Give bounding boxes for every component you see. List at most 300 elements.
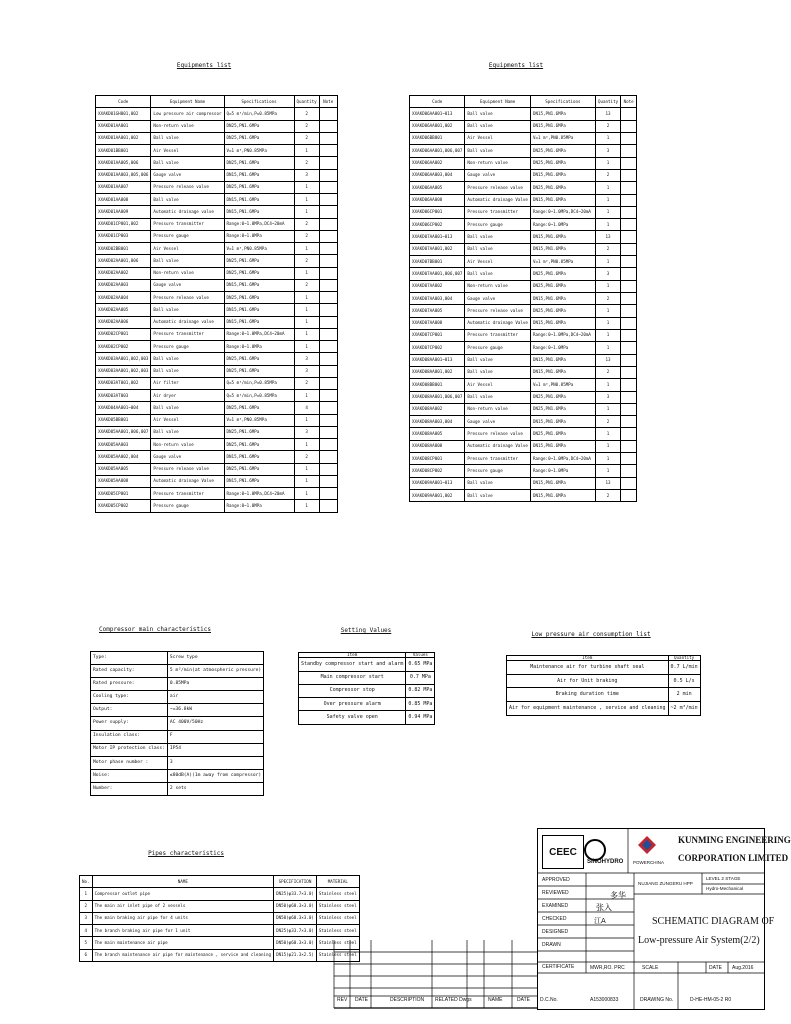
table-cell: DN25,PN1.6MPa — [224, 353, 294, 365]
date-label: DATE — [709, 965, 722, 971]
table-row — [91, 730, 264, 743]
table-cell: XXAKD06CP002 — [410, 219, 465, 231]
table-cell: Non-return valve — [151, 267, 224, 279]
equip1-header-cell: Note — [319, 96, 337, 108]
table-cell: Air dryer — [151, 390, 224, 402]
table-cell: DN15,PN1.6MPa — [224, 451, 294, 463]
date-col: DATE — [355, 997, 368, 1003]
table-cell: DN25,PN1.6MPa — [224, 120, 294, 132]
project-name: NUJIANG ZUNGERU HPP — [638, 881, 693, 886]
table-cell: DN15,PN1.6MPa — [224, 475, 294, 487]
table-cell: 3 — [294, 169, 319, 181]
table-row — [96, 169, 338, 181]
table-cell: 4 — [294, 402, 319, 414]
table-cell: DN15,PN1.6MPa — [224, 206, 294, 218]
table-cell — [319, 255, 337, 267]
table-cell — [319, 304, 337, 316]
table-cell: Ball valve — [465, 268, 531, 280]
table-cell: Ball valve — [465, 354, 531, 366]
table-cell: Non-return valve — [151, 439, 224, 451]
table-cell: The main braking air pipe for 4 units — [92, 912, 273, 924]
table-cell: Pressure gauge — [465, 219, 531, 231]
table-cell: DN15,PN1.6MPa — [530, 366, 595, 378]
equip2-table-wrap — [409, 95, 637, 502]
table-row — [410, 182, 637, 194]
table-cell: DN25,PN1.6MPa — [530, 145, 595, 157]
table-cell: Range:0~1.0MPa,DC4~20mA — [530, 453, 595, 465]
table-cell: XXAKD01AA008 — [96, 194, 151, 206]
rev-col: REV — [337, 997, 348, 1003]
setting-table — [298, 652, 435, 725]
table-row — [299, 698, 435, 711]
table-cell: ~2 m³/min — [668, 701, 700, 715]
table-cell: DN25,PN1.6MPa — [224, 132, 294, 144]
table-cell: Ball valve — [151, 426, 224, 438]
table-row — [96, 120, 338, 132]
table-row — [410, 379, 637, 391]
equip1-header-row — [96, 96, 338, 108]
table-cell — [621, 132, 637, 144]
table-cell: Stainless steel — [316, 925, 359, 937]
table-cell: V=1 m³,PN0.85MPa — [530, 256, 595, 268]
table-cell: DN15,PN1.6MPa — [224, 169, 294, 181]
table-cell: Ball valve — [151, 353, 224, 365]
table-row — [410, 145, 637, 157]
table-row — [80, 949, 360, 961]
table-cell: DN15,PN1.6MPa — [530, 477, 595, 489]
table-cell: Gauge valve — [465, 169, 531, 181]
description-col: DESCRIPTION — [390, 997, 425, 1003]
table-cell: Pressure gauge — [151, 341, 224, 353]
table-cell: Pressure release valve — [465, 428, 531, 440]
table-row — [410, 354, 637, 366]
table-cell — [621, 145, 637, 157]
name-col: NAME — [488, 997, 503, 1003]
table-cell: V=1 m³,PN0.85MPa — [530, 379, 595, 391]
table-row — [96, 243, 338, 255]
table-cell — [319, 279, 337, 291]
table-row — [96, 181, 338, 193]
table-cell: Ball valve — [465, 145, 531, 157]
table-cell: DN25,PN1.6MPa — [224, 439, 294, 451]
table-cell: Automatic drainage Valve — [465, 317, 531, 329]
table-cell: Air for Unit braking — [507, 674, 669, 688]
table-cell: XXAKD07AA003,004 — [410, 293, 465, 305]
company-line2: CORPORATION LIMITED — [678, 853, 789, 863]
table-cell — [621, 354, 637, 366]
table-row — [96, 292, 338, 304]
table-row — [299, 684, 435, 697]
table-cell: XXAKD07BB001 — [410, 256, 465, 268]
checked-label: CHECKED — [542, 916, 567, 922]
drawing-no-value: D-HE-HM-05-2 R0 — [690, 997, 732, 1003]
table-cell: XXAKD02AA001,006 — [96, 255, 151, 267]
table-row — [91, 743, 264, 756]
table-cell: Pressure transmitter — [465, 329, 531, 341]
table-cell: Ball valve — [465, 477, 531, 489]
table-cell: 1 — [595, 280, 620, 292]
table-cell: 1 — [595, 182, 620, 194]
table-cell: V=1 m³,PN0.85MPa — [224, 145, 294, 157]
table-cell: Range:0~1.0MPa — [530, 219, 595, 231]
table-cell — [621, 379, 637, 391]
table-cell: 1 — [294, 145, 319, 157]
table-row — [96, 328, 338, 340]
table-cell: 1 — [595, 305, 620, 317]
table-cell: XXAKD07AA001,006,007 — [410, 268, 465, 280]
table-cell: DN25,PN1.6MPa — [530, 305, 595, 317]
table-cell — [319, 243, 337, 255]
table-cell — [621, 428, 637, 440]
table-cell: F — [167, 730, 263, 743]
table-cell: 0.85MPa — [167, 678, 263, 691]
table-cell: Q=5 m³/min,P=0.85MPa — [224, 377, 294, 389]
table-cell: 2 sets — [167, 782, 263, 795]
lowpressure-table — [506, 655, 701, 716]
table-cell: XXAKD01CP001,002 — [96, 218, 151, 230]
table-row — [91, 665, 264, 678]
table-cell: XXAKD06BB001 — [410, 132, 465, 144]
pipes-header-cell: SPECIFICATION — [274, 876, 317, 888]
designed-label: DESIGNED — [542, 929, 569, 935]
table-cell: DN25,PN1.6MPa — [224, 426, 294, 438]
equip2-header-cell: Specifications — [530, 96, 595, 108]
table-cell: XXAKD07AA005 — [410, 305, 465, 317]
table-cell — [319, 377, 337, 389]
table-cell: XXAKD01AA009 — [96, 206, 151, 218]
equip1-header-cell: Quantity — [294, 96, 319, 108]
table-cell: DN25,PN1.6MPa — [530, 391, 595, 403]
table-cell: Pressure gauge — [465, 465, 531, 477]
table-cell: Main compressor start — [299, 671, 406, 684]
table-cell: Ball valve — [465, 243, 531, 255]
table-cell: 1 — [595, 256, 620, 268]
table-cell: Motor IP protection class: — [91, 743, 168, 756]
table-cell — [621, 256, 637, 268]
table-cell — [621, 453, 637, 465]
table-row — [299, 658, 435, 671]
table-cell: XXAKD02CP001 — [96, 328, 151, 340]
signature-reviewed: 多华 — [610, 891, 626, 900]
table-cell — [319, 500, 337, 512]
table-cell: Ball valve — [151, 365, 224, 377]
table-cell: 1 — [294, 488, 319, 500]
table-row — [410, 280, 637, 292]
table-cell: 6 — [80, 949, 93, 961]
table-cell: XXAKD03AA001,002,003 — [96, 353, 151, 365]
table-cell — [621, 219, 637, 231]
table-cell: XXAKD06AA003,004 — [410, 169, 465, 181]
table-cell: Air Vessel — [465, 379, 531, 391]
table-row — [96, 145, 338, 157]
table-cell — [621, 280, 637, 292]
lowpressure-header-cell: Quantity — [668, 656, 700, 661]
table-cell: Ball valve — [465, 231, 531, 243]
table-cell — [621, 317, 637, 329]
table-cell — [621, 329, 637, 341]
table-row — [410, 206, 637, 218]
table-cell — [621, 342, 637, 354]
table-cell — [319, 402, 337, 414]
table-cell — [621, 440, 637, 452]
table-row — [507, 661, 701, 675]
table-cell: XXAKD05CP002 — [96, 500, 151, 512]
table-cell: 1 — [595, 206, 620, 218]
table-cell: Rated capacity: — [91, 665, 168, 678]
table-cell: XXAKD05CP001 — [96, 488, 151, 500]
table-cell: Pressure gauge — [151, 230, 224, 242]
table-cell: 2 — [294, 279, 319, 291]
table-row — [410, 243, 637, 255]
table-row — [96, 267, 338, 279]
table-cell: XXAKD02AA005 — [96, 304, 151, 316]
table-row — [80, 900, 360, 912]
table-row — [410, 329, 637, 341]
table-cell: DN15,PN1.6MPa — [224, 316, 294, 328]
table-cell: Ball valve — [151, 157, 224, 169]
setting-header-cell: Item — [299, 653, 406, 658]
table-cell: Cooling type: — [91, 691, 168, 704]
table-cell: Range:0~1.0MPa — [530, 465, 595, 477]
table-cell: Q=5 m³/min,P=0.85MPa — [224, 108, 294, 120]
table-cell: Stainless steel — [316, 949, 359, 961]
compressor-title: Compressor main characteristics — [99, 626, 211, 633]
table-row — [96, 341, 338, 353]
table-cell: DN25(φ33.7×3.0) — [274, 925, 317, 937]
table-cell — [319, 145, 337, 157]
table-cell: 2 min — [668, 688, 700, 702]
table-cell: 1 — [595, 403, 620, 415]
compressor-table-wrap — [90, 651, 264, 796]
table-cell: Gauge valve — [465, 293, 531, 305]
table-cell: Ball valve — [151, 402, 224, 414]
table-cell — [319, 169, 337, 181]
table-cell: XXAKD05BB001 — [96, 414, 151, 426]
setting-header-cell: Values — [406, 653, 435, 658]
table-cell: V=1 m³,PN0.85MPa — [224, 414, 294, 426]
table-cell: DN50(φ60.3×3.0) — [274, 900, 317, 912]
table-row — [96, 316, 338, 328]
table-cell: XXAKD08BB001 — [410, 379, 465, 391]
table-cell: Air Vessel — [151, 243, 224, 255]
table-cell: XXAKD08CP002 — [410, 465, 465, 477]
table-row — [410, 293, 637, 305]
table-row — [410, 440, 637, 452]
table-cell: DN25,PN1.6MPa — [224, 157, 294, 169]
table-cell: 2 — [595, 293, 620, 305]
table-cell: 2 — [294, 108, 319, 120]
table-cell: XXAKD08AA008 — [410, 440, 465, 452]
table-cell: XXAKD07CP002 — [410, 342, 465, 354]
table-cell — [319, 414, 337, 426]
table-cell: XXAKD03AA001,002,003 — [96, 365, 151, 377]
table-cell: DN25,PN1.6MPa — [224, 255, 294, 267]
signature-examined: 张入 — [596, 903, 612, 912]
table-row — [410, 132, 637, 144]
table-cell: XXAKD07AA008 — [410, 317, 465, 329]
level-stage: LEVEL 2 STAGE — [706, 876, 741, 881]
table-cell: DN15,PN1.6MPa — [530, 293, 595, 305]
table-cell — [621, 169, 637, 181]
table-cell — [621, 391, 637, 403]
related-dwgs-col: RELATED Dwgs — [435, 997, 472, 1003]
table-cell: 1 — [595, 440, 620, 452]
table-cell: Compressor stop — [299, 684, 406, 697]
table-row — [96, 157, 338, 169]
table-cell: Maintenance air for turbine shaft seal — [507, 661, 669, 675]
table-cell: Pressure release valve — [465, 305, 531, 317]
table-cell: 0.65 MPa — [406, 658, 435, 671]
table-cell — [319, 230, 337, 242]
table-cell: 3 — [595, 391, 620, 403]
table-cell: Pressure release valve — [151, 181, 224, 193]
table-cell: 1 — [595, 157, 620, 169]
table-cell: 2 — [595, 416, 620, 428]
table-cell: XXAKD01GH001,002 — [96, 108, 151, 120]
table-cell: Non-return valve — [465, 280, 531, 292]
discipline: Hydro-Mechanical — [706, 886, 744, 891]
table-cell — [319, 365, 337, 377]
table-cell — [621, 490, 637, 502]
pipes-table — [79, 875, 360, 962]
table-cell: Gauge valve — [151, 451, 224, 463]
table-cell: Ball valve — [151, 255, 224, 267]
table-row — [299, 671, 435, 684]
table-cell: Ball valve — [465, 366, 531, 378]
table-cell: Motor phase number : — [91, 756, 168, 769]
sinohydro-logo: SINOHYDRO — [587, 859, 624, 865]
table-row — [91, 782, 264, 795]
table-cell: Pressure release valve — [151, 463, 224, 475]
table-cell: 1 — [294, 206, 319, 218]
table-cell: 1 — [294, 267, 319, 279]
table-row — [410, 120, 637, 132]
table-cell: XXAKD02BB001 — [96, 243, 151, 255]
table-cell: Ball valve — [465, 120, 531, 132]
table-row — [299, 711, 435, 724]
table-row — [96, 475, 338, 487]
table-cell: 2 — [294, 255, 319, 267]
table-cell: XXAKD02AA003 — [96, 279, 151, 291]
table-cell: Air Vessel — [151, 145, 224, 157]
scale-label: SCALE — [642, 965, 659, 971]
table-row — [96, 426, 338, 438]
table-cell: XXAKD06AA002 — [410, 157, 465, 169]
table-row — [96, 377, 338, 389]
equip2-title: Equipments list — [488, 62, 544, 69]
table-cell: DN15,PN1.6MPa — [224, 194, 294, 206]
table-row — [410, 219, 637, 231]
setting-title: Setting Values — [340, 627, 392, 634]
table-cell: DN15,PN1.6MPa — [530, 490, 595, 502]
table-cell: 0.7 L/min — [668, 661, 700, 675]
table-row — [96, 279, 338, 291]
table-cell: XXAKD03AT003 — [96, 390, 151, 402]
table-row — [80, 912, 360, 924]
table-cell: 1 — [294, 328, 319, 340]
table-cell — [621, 293, 637, 305]
table-row — [96, 439, 338, 451]
table-row — [410, 268, 637, 280]
table-row — [410, 477, 637, 489]
table-cell — [621, 416, 637, 428]
table-row — [96, 451, 338, 463]
table-cell: 1 — [595, 342, 620, 354]
table-cell — [621, 182, 637, 194]
table-cell — [319, 194, 337, 206]
table-cell: DN15,PN1.6MPa — [530, 416, 595, 428]
table-cell: Ball valve — [151, 132, 224, 144]
date-value: Aug.2016 — [732, 965, 754, 971]
table-cell: XXAKD08AA001,006,007 — [410, 391, 465, 403]
table-cell: 0.94 MPa — [406, 711, 435, 724]
table-cell — [319, 206, 337, 218]
table-row — [96, 353, 338, 365]
table-cell: 2 — [294, 377, 319, 389]
table-cell — [319, 108, 337, 120]
table-row — [96, 500, 338, 512]
table-cell: Output: — [91, 704, 168, 717]
table-cell: 13 — [595, 108, 620, 120]
table-cell: DN50(φ60.3×3.0) — [274, 937, 317, 949]
table-cell — [319, 181, 337, 193]
table-row — [96, 414, 338, 426]
table-cell — [319, 451, 337, 463]
table-cell: 2 — [595, 490, 620, 502]
table-cell: Ball valve — [465, 490, 531, 502]
table-cell: Range:0~1.0MPa,DC4~20mA — [224, 328, 294, 340]
table-cell: Noise: — [91, 769, 168, 782]
table-cell: 1 — [595, 219, 620, 231]
table-cell: DN25(φ33.7×3.0) — [274, 888, 317, 900]
table-cell — [319, 218, 337, 230]
table-cell: Automatic drainage Valve — [151, 475, 224, 487]
table-cell: Automatic drainage Valve — [465, 194, 531, 206]
table-cell: 0.7 MPa — [406, 671, 435, 684]
table-cell: DN15,PN1.6MPa — [530, 169, 595, 181]
equip1-table-wrap — [95, 95, 338, 513]
table-cell: DN15,PN1.6MPa — [530, 354, 595, 366]
table-cell: 1 — [595, 194, 620, 206]
equip2-table — [409, 95, 637, 502]
table-cell: 3 — [294, 353, 319, 365]
table-cell: Range:0~1.0MPa,DC4~20mA — [530, 329, 595, 341]
table-cell: Pressure transmitter — [151, 328, 224, 340]
table-cell: Braking duration time — [507, 688, 669, 702]
table-row — [96, 402, 338, 414]
table-row — [96, 390, 338, 402]
equip1-header-cell: Equipment Name — [151, 96, 224, 108]
table-cell: 5 m³/min(at atmospheric pressure) — [167, 665, 263, 678]
table-cell: Pressure gauge — [151, 500, 224, 512]
table-cell: 1 — [294, 243, 319, 255]
table-cell: Standby compressor start and alarm — [299, 658, 406, 671]
table-cell: XXAKD05AA002,004 — [96, 451, 151, 463]
table-cell: Q=5 m³/min,P=0.85MPa — [224, 390, 294, 402]
table-cell: XXAKD02AA006 — [96, 316, 151, 328]
dc-label: D.C.No. — [540, 997, 558, 1003]
table-cell: Air Vessel — [465, 132, 531, 144]
table-row — [91, 769, 264, 782]
table-cell: XXAKD04AA001~004 — [96, 402, 151, 414]
table-cell: DN25,PN1.6MPa — [530, 268, 595, 280]
table-cell: DN25,PN1.6MPa — [224, 267, 294, 279]
table-cell: DN15,PN1.6MPa — [530, 231, 595, 243]
table-row — [96, 463, 338, 475]
signature-checked: 江A — [594, 917, 606, 925]
equip2-header-cell: Note — [621, 96, 637, 108]
table-row — [507, 701, 701, 715]
